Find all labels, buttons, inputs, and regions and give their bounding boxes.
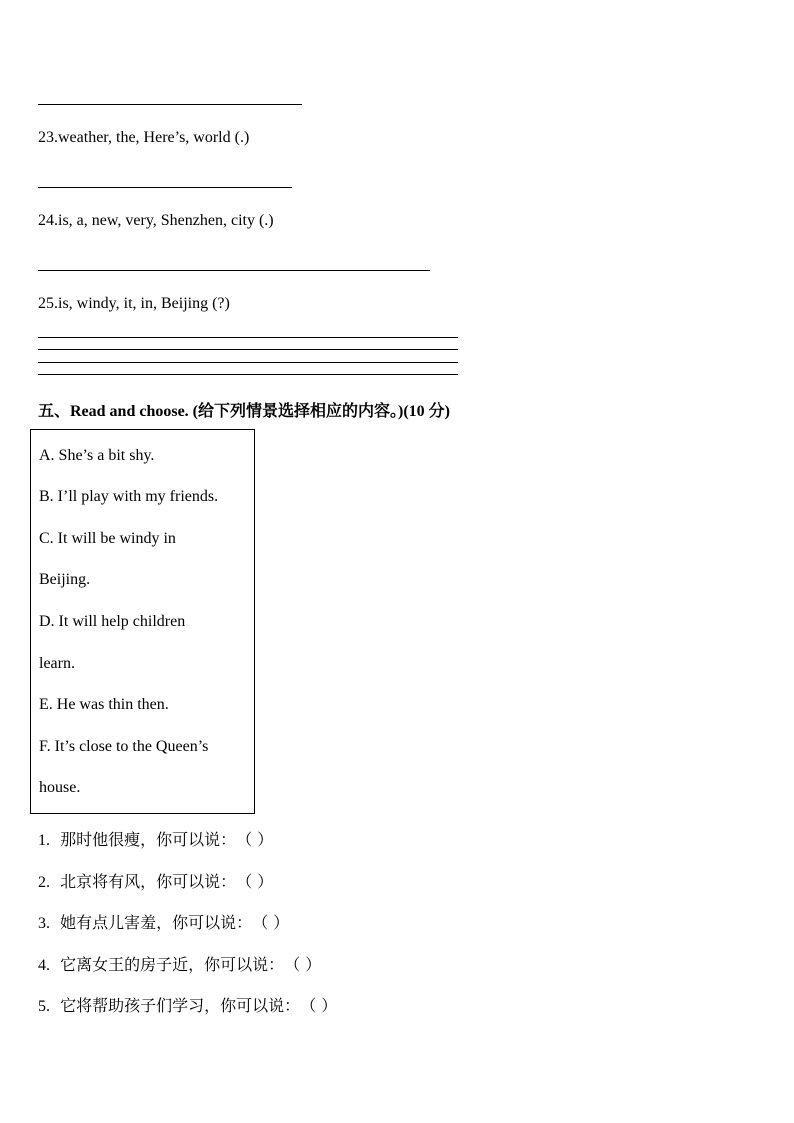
item-5-number: 5. [38,998,50,1015]
option-b: B. I’ll play with my friends. [39,488,219,505]
option-a: A. She’s a bit shy. [39,447,155,464]
item-2-answer-blank[interactable]: （ ） [236,872,274,891]
answer-line-22[interactable] [38,104,302,105]
question-23 [38,129,249,147]
item-2 [38,869,273,892]
item-5 [38,993,337,1016]
item-1-text: 那时他很瘦，你可以说： [60,830,237,849]
item-3-number: 3. [38,915,50,932]
item-2-number: 2. [38,874,50,891]
option-c-line2: Beijing. [39,571,91,588]
item-2-text: 北京将有风，你可以说： [60,872,237,891]
item-5-text: 它将帮助孩子们学习，你可以说： [60,996,301,1015]
section-title: 五、Read and choose. (给下列情景选择相应的内容。)(10 分) [38,403,450,420]
answer-line-24[interactable] [38,270,430,271]
answer-line-25a[interactable] [38,337,458,338]
options-box [30,429,255,814]
option-e: E. He was thin then. [39,696,169,713]
option-d-line1: D. It will help children [39,613,186,630]
question-24-number: 24. [38,212,58,229]
option-c-line1: C. It will be windy in [39,530,176,547]
item-4-number: 4. [38,957,50,974]
item-5-answer-blank[interactable]: （ ） [300,996,338,1015]
item-3-text: 她有点儿害羞，你可以说： [60,913,253,932]
item-1-number: 1. [38,832,50,849]
answer-line-25b[interactable] [38,349,458,350]
item-3 [38,910,289,933]
question-23-text: weather, the, Here’s, world (.) [58,129,250,146]
answer-line-25d[interactable] [38,374,458,375]
question-24-text: is, a, new, very, Shenzhen, city (.) [58,212,274,229]
question-25-number: 25. [38,295,58,312]
item-4-text: 它离女王的房子近，你可以说： [60,955,285,974]
question-24 [38,212,274,230]
item-3-answer-blank[interactable]: （ ） [252,913,290,932]
item-4-answer-blank[interactable]: （ ） [284,955,322,974]
question-25-text: is, windy, it, in, Beijing (?) [58,295,230,312]
item-1-answer-blank[interactable]: （ ） [236,830,274,849]
option-f-line1: F. It’s close to the Queen’s [39,738,209,755]
question-23-number: 23. [38,129,58,146]
item-4 [38,952,321,975]
option-d-line2: learn. [39,655,75,672]
answer-line-25c[interactable] [38,362,458,363]
option-f-line2: house. [39,779,81,796]
item-1 [38,827,273,850]
question-25 [38,295,230,313]
answer-line-23[interactable] [38,187,292,188]
